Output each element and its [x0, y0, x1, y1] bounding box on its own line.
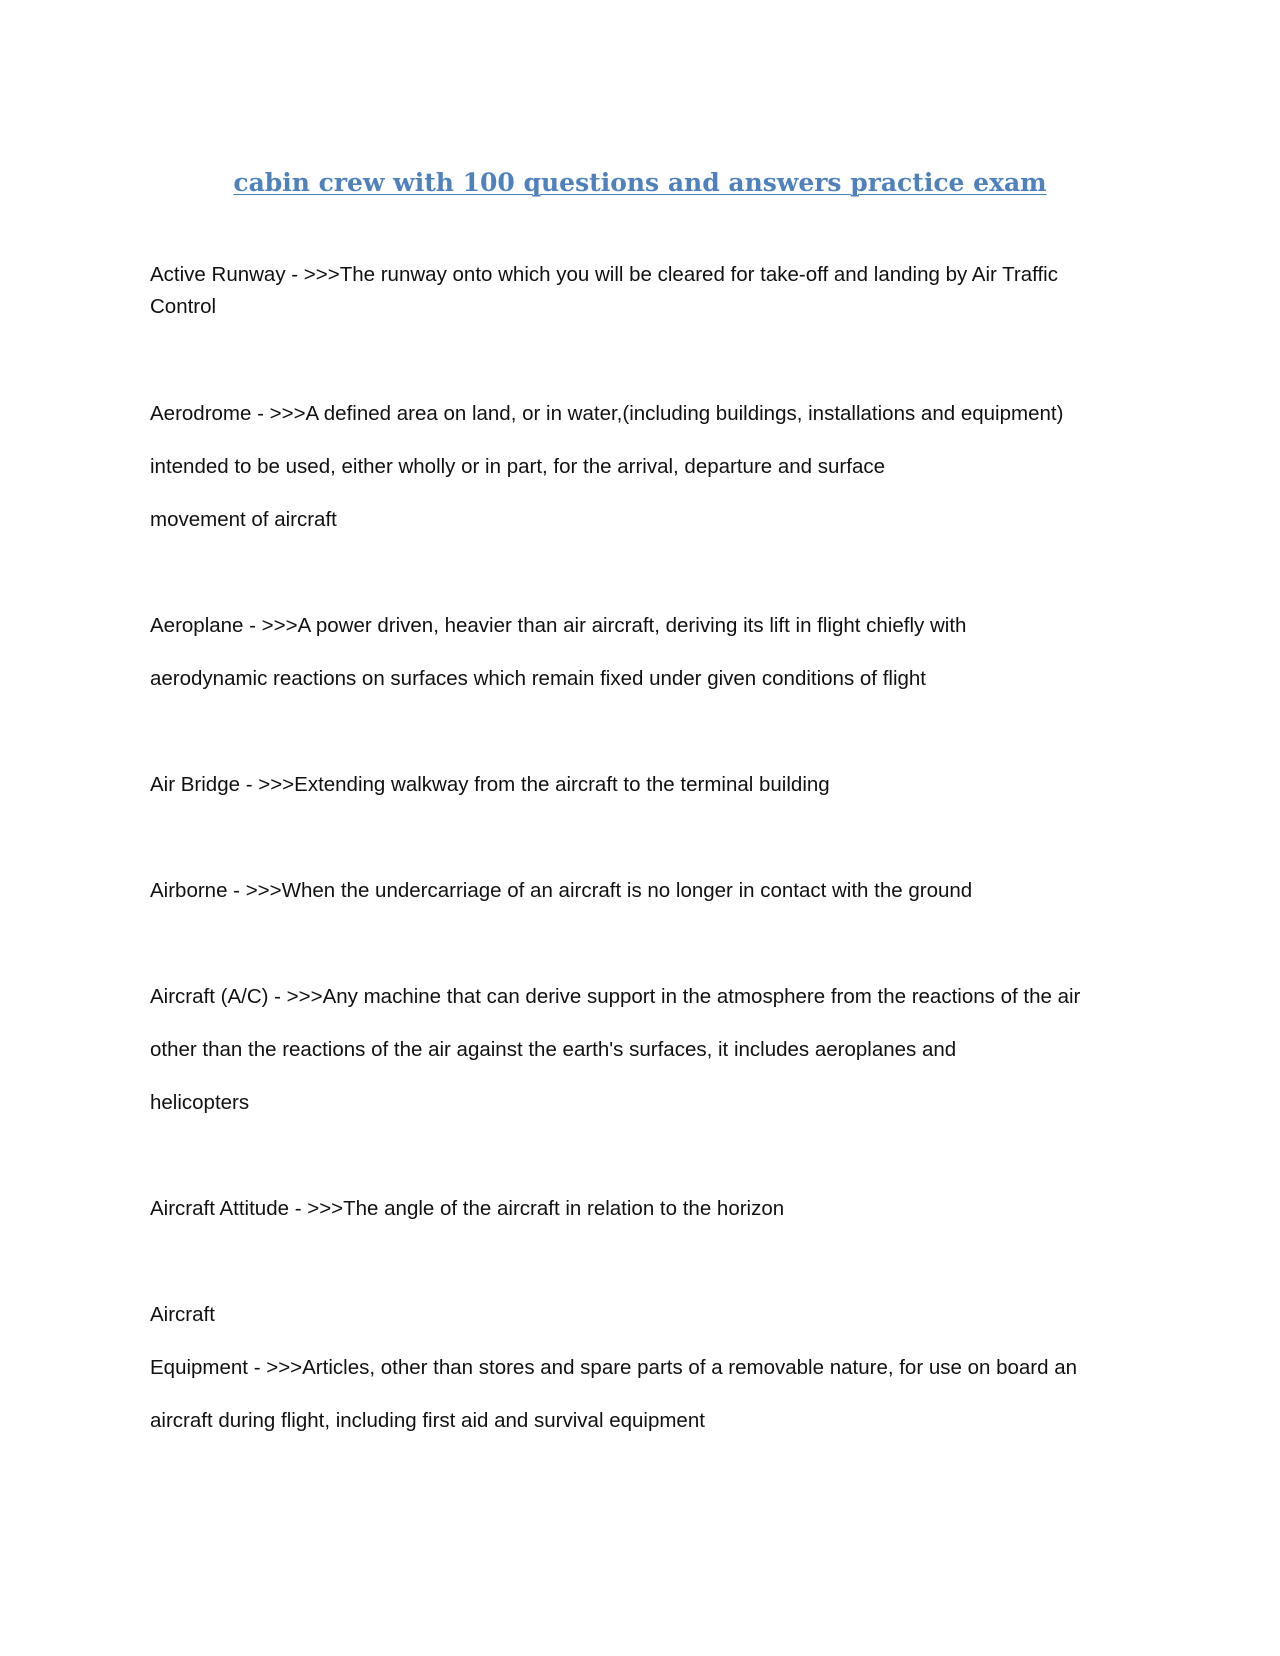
entry-aircraft-equipment-line-2: Equipment - >>>Articles, other than stores and spare parts of a removable nature, for use on board an	[150, 1356, 1078, 1379]
entry-aircraft-attitude-line-1: Aircraft Attitude - >>>The angle of the aircraft in relation to the horizon	[150, 1197, 785, 1220]
entry-aerodrome-line-2: intended to be used, either wholly or in part, for the arrival, departure and surface	[150, 455, 886, 478]
entry-aircraft-ac-line-3: helicopters	[150, 1091, 250, 1114]
entry-aeroplane-line-1: Aeroplane - >>>A power driven, heavier than air aircraft, deriving its lift in flight chiefly with	[150, 614, 967, 637]
entry-airborne-line-1: Airborne - >>>When the undercarriage of an aircraft is no longer in contact with the ground	[150, 879, 973, 902]
entry-aerodrome-line-1: Aerodrome - >>>A defined area on land, or in water,(including buildings, installations and equipment)	[150, 402, 1064, 425]
entry-aircraft-equipment-line-3: aircraft during flight, including first aid and survival equipment	[150, 1409, 705, 1432]
entry-aircraft-ac-line-2: other than the reactions of the air against the earth's surfaces, it includes aeroplanes and	[150, 1038, 957, 1061]
entry-aircraft-equipment-line-1: Aircraft	[150, 1303, 215, 1326]
entry-aerodrome-line-3: movement of aircraft	[150, 508, 337, 531]
page-title: cabin crew with 100 questions and answers practice exam	[233, 168, 1047, 197]
entry-air-bridge-line-1: Air Bridge - >>>Extending walkway from the aircraft to the terminal building	[150, 773, 830, 796]
entry-active-runway-line-1: Active Runway - >>>The runway onto which you will be cleared for take-off and landing by Air Traffic	[150, 263, 1058, 286]
entry-aeroplane-line-2: aerodynamic reactions on surfaces which remain fixed under given conditions of flight	[150, 667, 926, 690]
entry-aircraft-ac-line-1: Aircraft (A/C) - >>>Any machine that can derive support in the atmosphere from the reactions of the air	[150, 985, 1081, 1008]
entry-active-runway-line-2: Control	[150, 295, 217, 318]
